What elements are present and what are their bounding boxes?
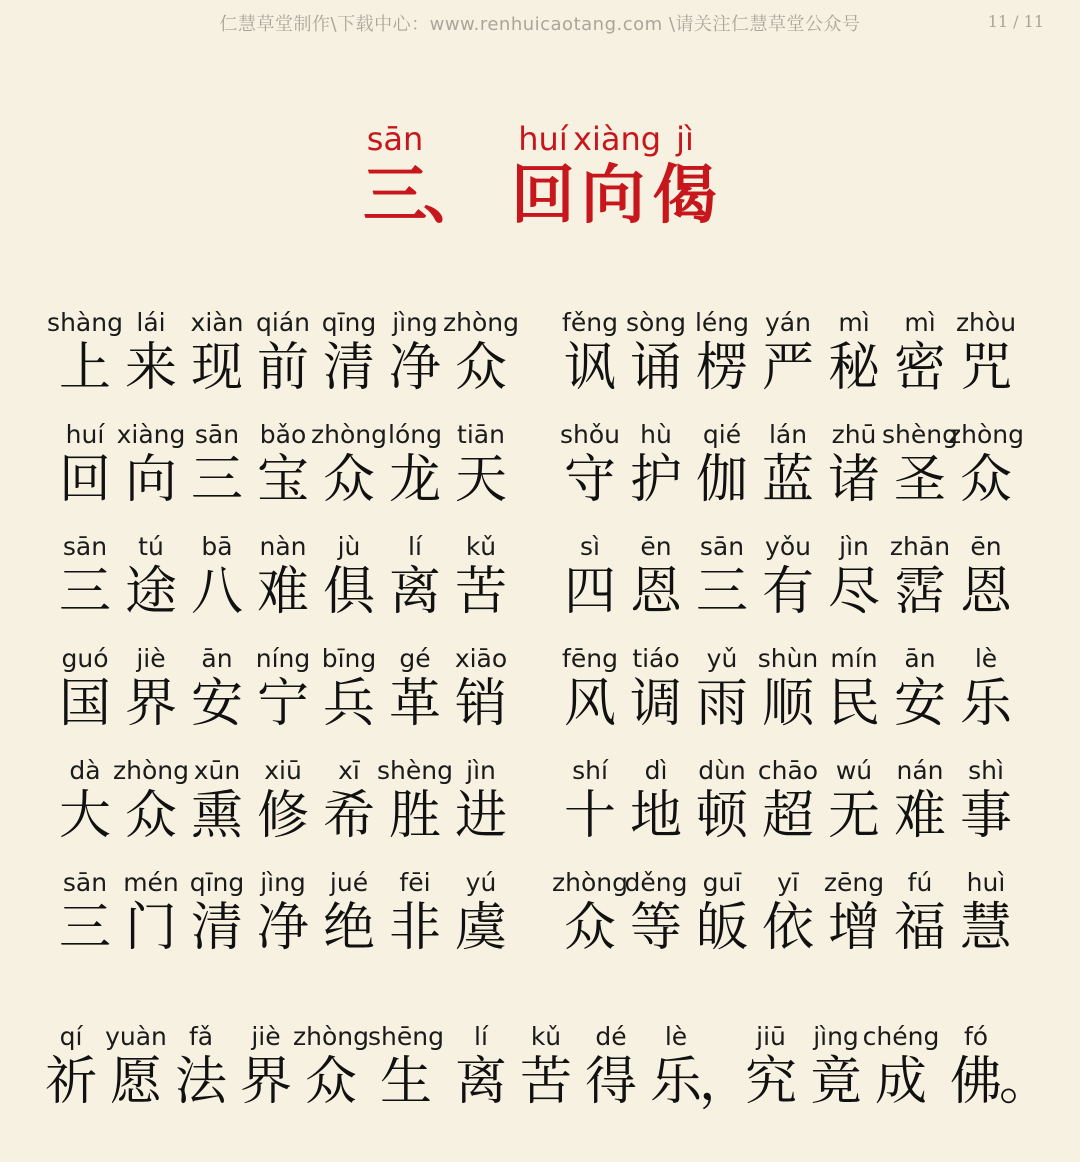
title-char: [645, 118, 725, 238]
hanzi-char: 严: [761, 338, 814, 398]
char-cell: [953, 532, 1019, 624]
hanzi-char: 十: [563, 786, 616, 846]
page-header: [0, 8, 1080, 40]
hanzi-char: 向: [124, 450, 177, 510]
hanzi-char: 讽: [563, 338, 616, 398]
hanzi-char: 安: [893, 674, 946, 734]
pinyin-label: fó: [963, 1022, 989, 1051]
hanzi-char: 三: [363, 158, 427, 233]
hanzi-char: 顿: [695, 786, 748, 846]
pinyin-label: jìn: [466, 756, 496, 785]
hanzi-char: 众: [563, 898, 616, 958]
pinyin-label: qié: [702, 420, 742, 449]
hanzi-char: 成: [874, 1052, 927, 1112]
char-cell: [448, 644, 514, 736]
hanzi-char: 苦: [454, 562, 507, 622]
hanzi-char: 等: [629, 898, 682, 958]
hanzi-char: 绝: [322, 898, 375, 958]
hanzi-char: 希: [322, 786, 375, 846]
pinyin-label: [415, 118, 495, 160]
pinyin-label: sì: [580, 532, 600, 561]
pinyin-label: mín: [830, 644, 878, 673]
pinyin-label: sān: [366, 120, 424, 158]
pinyin-label: shēng: [368, 1022, 444, 1051]
hanzi-char: 三: [58, 898, 111, 958]
pinyin-label: zhān: [889, 532, 951, 561]
pinyin-label: qīng: [321, 308, 377, 337]
pinyin-label: kǔ: [530, 1022, 562, 1051]
hanzi-char: 俱: [322, 562, 375, 622]
hanzi-char: 来: [124, 338, 177, 398]
char-cell: [953, 756, 1019, 848]
pinyin-label: zēng: [823, 868, 885, 897]
hanzi-char: 慧: [959, 898, 1012, 958]
hanzi-char: 修: [256, 786, 309, 846]
hanzi-char: 顺: [761, 674, 814, 734]
pinyin-label: chéng: [862, 1022, 940, 1051]
hanzi-char: 楞: [695, 338, 748, 398]
hanzi-char: 偈: [653, 158, 717, 233]
char-cell: [448, 868, 514, 960]
hanzi-char: 门: [124, 898, 177, 958]
pinyin-label: ēn: [640, 532, 672, 561]
hanzi-char: 难: [256, 562, 309, 622]
hanzi-char: 众: [124, 786, 177, 846]
pinyin-label: gé: [399, 644, 431, 673]
char-cell: [293, 1022, 369, 1114]
pinyin-label: tiáo: [632, 644, 680, 673]
pinyin-label: mén: [123, 868, 179, 897]
hanzi-char: 众: [959, 450, 1012, 510]
pinyin-label: léng: [694, 308, 750, 337]
hanzi-char: 乐: [959, 674, 1012, 734]
hanzi-char: 秘: [827, 338, 880, 398]
hanzi-char: 三: [58, 562, 111, 622]
pinyin-label: jìng: [260, 868, 306, 897]
pinyin-label: shǒu: [559, 420, 620, 449]
pinyin-label: xiàng: [573, 120, 662, 158]
pinyin-label: yuàn: [105, 1022, 167, 1051]
pinyin-label: sān: [62, 868, 108, 897]
hanzi-char: ，: [699, 1052, 752, 1112]
char-cell: [953, 308, 1019, 400]
hanzi-char: 蓝: [761, 450, 814, 510]
pinyin-label: ān: [904, 644, 936, 673]
char-cell: [448, 532, 514, 624]
pinyin-label: zhòng: [948, 420, 1024, 449]
pinyin-label: qí: [59, 1022, 83, 1051]
hanzi-char: 竟: [809, 1052, 862, 1112]
hanzi-char: 非: [388, 898, 441, 958]
char-cell: [953, 644, 1019, 736]
pinyin-label: děng: [624, 868, 688, 897]
pinyin-label: bīng: [321, 644, 377, 673]
hanzi-char: 法: [174, 1052, 227, 1112]
pinyin-label: zhòng: [311, 420, 387, 449]
hanzi-char: 虞: [454, 898, 507, 958]
pinyin-label: jìng: [392, 308, 438, 337]
hanzi-char: 雨: [695, 674, 748, 734]
section-title: [0, 118, 1080, 238]
pinyin-label: yǔ: [706, 644, 738, 673]
hanzi-char: 三: [190, 450, 243, 510]
hanzi-char: 伽: [695, 450, 748, 510]
hanzi-char: 众: [454, 338, 507, 398]
pinyin-label: lè: [974, 644, 998, 673]
hanzi-char: 有: [761, 562, 814, 622]
pinyin-label: fǎ: [188, 1022, 214, 1051]
pinyin-label: yī: [777, 868, 799, 897]
pinyin-label: dùn: [698, 756, 746, 785]
hanzi-char: 风: [563, 674, 616, 734]
pinyin-label: wú: [835, 756, 873, 785]
hanzi-char: 超: [761, 786, 814, 846]
hanzi-char: 愿: [109, 1052, 162, 1112]
hanzi-char: 护: [629, 450, 682, 510]
pinyin-label: fēng: [562, 644, 618, 673]
hanzi-char: 大: [58, 786, 111, 846]
pinyin-label: tiān: [457, 420, 505, 449]
pinyin-label: tú: [138, 532, 164, 561]
pinyin-label: yú: [465, 868, 497, 897]
hanzi-char: 国: [58, 674, 111, 734]
hanzi-char: 离: [388, 562, 441, 622]
pinyin-label: ān: [201, 644, 233, 673]
pinyin-label: guó: [61, 644, 109, 673]
hanzi-char: 祈: [44, 1052, 97, 1112]
pinyin-label: mì: [904, 308, 936, 337]
char-cell: [443, 308, 519, 400]
hanzi-char: 离: [454, 1052, 507, 1112]
pinyin-label: shàng: [47, 308, 123, 337]
char-cell: [448, 756, 514, 848]
hanzi-char: 咒: [959, 338, 1012, 398]
hanzi-char: 兵: [322, 674, 375, 734]
pinyin-label: fēi: [399, 868, 431, 897]
hanzi-char: 清: [190, 898, 243, 958]
header-text: 仁慧草堂制作\下载中心：www.renhuicaotang.com \请关注仁慧草堂公众号: [219, 14, 861, 35]
pinyin-label: huí: [518, 120, 568, 158]
pinyin-label: lóng: [388, 420, 442, 449]
title-char: [415, 118, 495, 238]
hanzi-char: 依: [761, 898, 814, 958]
pinyin-label: xiàn: [190, 308, 244, 337]
hanzi-char: 上: [58, 338, 111, 398]
pinyin-label: shí: [572, 756, 608, 785]
char-cell: [862, 1022, 940, 1114]
hanzi-char: 众: [304, 1052, 357, 1112]
pinyin-label: qián: [256, 308, 310, 337]
hanzi-char: 诸: [827, 450, 880, 510]
hanzi-char: 途: [124, 562, 177, 622]
pinyin-label: jì: [676, 120, 694, 158]
pinyin-label: xiāo: [454, 644, 508, 673]
pinyin-label: níng: [255, 644, 311, 673]
pinyin-label: jìng: [813, 1022, 859, 1051]
hanzi-char: 诵: [629, 338, 682, 398]
hanzi-char: 、: [423, 158, 487, 233]
hanzi-char: 密: [893, 338, 946, 398]
hanzi-char: 众: [322, 450, 375, 510]
pinyin-label: dì: [644, 756, 668, 785]
hanzi-char: 前: [256, 338, 309, 398]
pinyin-label: nàn: [259, 532, 307, 561]
hanzi-char: 尽: [827, 562, 880, 622]
pinyin-label: kǔ: [465, 532, 497, 561]
hanzi-char: 宝: [256, 450, 309, 510]
pinyin-label: bā: [201, 532, 233, 561]
pinyin-label: guī: [702, 868, 742, 897]
pinyin-label: jué: [329, 868, 369, 897]
pinyin-label: lán: [768, 420, 808, 449]
hanzi-char: 现: [190, 338, 243, 398]
pinyin-label: dà: [69, 756, 101, 785]
pinyin-label: xī: [338, 756, 360, 785]
char-cell: [368, 1022, 444, 1114]
hanzi-char: 增: [827, 898, 880, 958]
pinyin-label: xiàng: [116, 420, 186, 449]
pinyin-label: shèng: [377, 756, 453, 785]
hanzi-char: 天: [454, 450, 507, 510]
pinyin-label: zhòng: [113, 756, 189, 785]
pinyin-label: [985, 1022, 1055, 1052]
pinyin-label: lí: [474, 1022, 488, 1051]
hanzi-char: 佛: [949, 1052, 1002, 1112]
pinyin-label: zhòu: [955, 308, 1017, 337]
pinyin-label: sān: [62, 532, 108, 561]
hanzi-char: 回: [58, 450, 111, 510]
hanzi-char: 霑: [893, 562, 946, 622]
pinyin-label: hù: [640, 420, 672, 449]
hanzi-char: 得: [584, 1052, 637, 1112]
pinyin-label: jiè: [251, 1022, 281, 1051]
pinyin-label: huí: [65, 420, 105, 449]
hanzi-char: 地: [629, 786, 682, 846]
pinyin-label: yǒu: [765, 532, 811, 561]
hanzi-char: 回: [511, 158, 575, 233]
hanzi-char: 销: [454, 674, 507, 734]
hanzi-char: 难: [893, 786, 946, 846]
pinyin-label: bǎo: [259, 420, 307, 449]
pinyin-label: fěng: [562, 308, 618, 337]
pinyin-label: zhū: [831, 420, 877, 449]
hanzi-char: 熏: [190, 786, 243, 846]
pinyin-label: lí: [408, 532, 422, 561]
pinyin-label: xiū: [264, 756, 302, 785]
pinyin-label: zhòng: [443, 308, 519, 337]
hanzi-char: 。: [999, 1052, 1052, 1112]
pinyin-label: xūn: [193, 756, 241, 785]
hanzi-char: 圣: [893, 450, 946, 510]
pinyin-label: yán: [765, 308, 811, 337]
hanzi-char: 生: [379, 1052, 432, 1112]
hanzi-char: 乐: [649, 1052, 702, 1112]
hanzi-char: 三: [695, 562, 748, 622]
hanzi-char: 胜: [388, 786, 441, 846]
hanzi-char: 事: [959, 786, 1012, 846]
pinyin-label: shì: [968, 756, 1004, 785]
hanzi-char: 调: [629, 674, 682, 734]
hanzi-char: 进: [454, 786, 507, 846]
hanzi-char: 皈: [695, 898, 748, 958]
hanzi-char: 净: [256, 898, 309, 958]
hanzi-char: 究: [744, 1052, 797, 1112]
hanzi-char: 净: [388, 338, 441, 398]
hanzi-char: 苦: [519, 1052, 572, 1112]
pinyin-label: zhòng: [552, 868, 628, 897]
hanzi-char: 龙: [388, 450, 441, 510]
pinyin-label: sān: [699, 532, 745, 561]
pinyin-label: shùn: [757, 644, 819, 673]
pinyin-label: dé: [595, 1022, 627, 1051]
hanzi-char: 清: [322, 338, 375, 398]
pinyin-label: jù: [337, 532, 361, 561]
pinyin-label: qīng: [189, 868, 245, 897]
pinyin-label: zhòng: [293, 1022, 369, 1051]
pinyin-label: shèng: [882, 420, 958, 449]
page-number: 11 / 11: [987, 12, 1044, 31]
hanzi-char: 革: [388, 674, 441, 734]
char-cell: [995, 1022, 1052, 1114]
pinyin-label: sòng: [625, 308, 687, 337]
hanzi-char: 恩: [959, 562, 1012, 622]
pinyin-label: fú: [907, 868, 933, 897]
hanzi-char: 恩: [629, 562, 682, 622]
hanzi-char: 界: [124, 674, 177, 734]
hanzi-char: 界: [239, 1052, 292, 1112]
char-cell: [448, 420, 514, 512]
title-char: [573, 118, 662, 238]
hanzi-char: 四: [563, 562, 616, 622]
hanzi-char: 守: [563, 450, 616, 510]
hanzi-char: 八: [190, 562, 243, 622]
pinyin-label: mì: [838, 308, 870, 337]
pinyin-label: huì: [966, 868, 1006, 897]
hanzi-char: 安: [190, 674, 243, 734]
pinyin-label: jiū: [756, 1022, 786, 1051]
pinyin-label: lè: [664, 1022, 688, 1051]
char-cell: [953, 868, 1019, 960]
pinyin-label: ēn: [970, 532, 1002, 561]
pinyin-label: chāo: [757, 756, 819, 785]
char-cell: [948, 420, 1024, 512]
pinyin-label: nán: [896, 756, 944, 785]
hanzi-char: 宁: [256, 674, 309, 734]
title-char: [503, 118, 583, 238]
hanzi-char: 无: [827, 786, 880, 846]
hanzi-char: 福: [893, 898, 946, 958]
hanzi-char: 向: [581, 158, 645, 233]
pinyin-label: lái: [136, 308, 166, 337]
hanzi-char: 民: [827, 674, 880, 734]
pinyin-label: jìn: [839, 532, 869, 561]
pinyin-label: sān: [194, 420, 240, 449]
pinyin-label: jiè: [136, 644, 166, 673]
